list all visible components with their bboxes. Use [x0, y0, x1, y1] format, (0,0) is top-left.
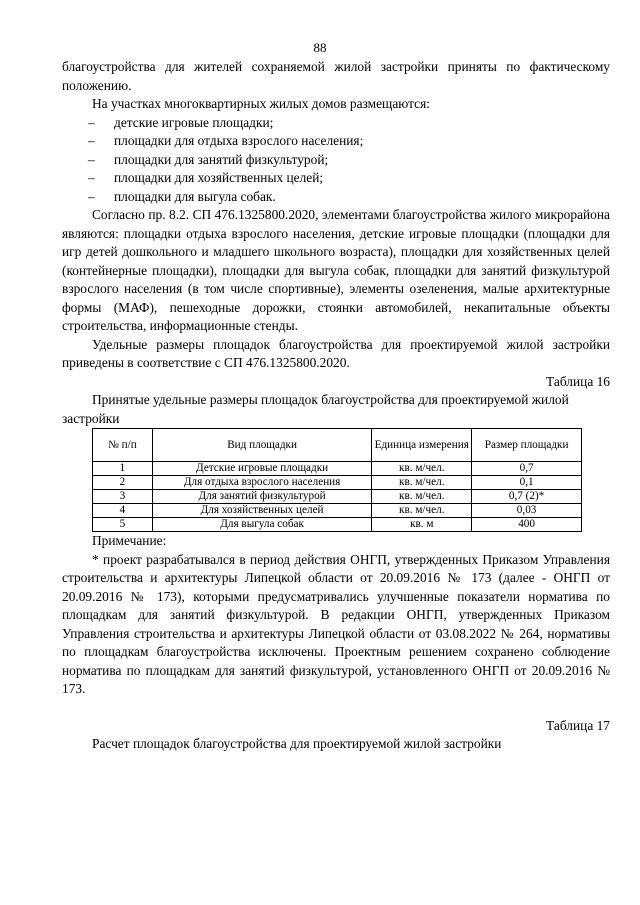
paragraph-intro: благоустройства для жителей сохраняемой жилой застройки приняты по фактическому положению. — [62, 59, 610, 93]
table-cell: 2 — [93, 476, 153, 490]
list-item: – площадки для занятий физкультурой; — [62, 151, 610, 170]
table-cell: 0,03 — [472, 504, 582, 518]
table-cell: 0,7 (2)* — [472, 490, 582, 504]
table-row — [93, 476, 582, 490]
table16-label: Таблица 16 — [546, 373, 610, 389]
dash-bullet: – — [88, 151, 95, 167]
dash-bullet: – — [88, 133, 95, 148]
list-item: – площадки для отдыха взрослого населения; — [62, 132, 610, 151]
table-row — [93, 518, 582, 532]
list-item: – детские игровые площадки; — [62, 114, 610, 133]
list-item: – площадки для хозяйственных целей; — [62, 169, 610, 188]
table-cell: Для хозяйственных целей — [152, 504, 372, 518]
table-cell: кв. м/чел. — [372, 462, 472, 476]
table-row — [93, 462, 582, 476]
table-cell: 5 — [93, 518, 153, 532]
header-cell: № п/п — [93, 429, 153, 462]
page-content — [62, 58, 610, 754]
page-number: 88 — [313, 40, 327, 55]
dash-bullet: – — [88, 114, 95, 130]
note-title: Примечание: — [92, 533, 167, 548]
table-cell: Для отдыха взрослого населения — [152, 476, 372, 490]
table-cell: кв. м/чел. — [372, 490, 472, 504]
header-cell: Размер площадки — [472, 429, 582, 462]
table-cell: 4 — [93, 504, 153, 518]
header-cell: Вид площадки — [152, 429, 372, 462]
note-text: * проект разрабатывался в период действия ОНГП, утвержденных Приказом Управления строительства и архитектуры Липецкой области от 20.09.2016 № 173 (далее - ОНГП от 20.09.2016 № 173), которыми предусматривались улучшенные показатели норматива по площадкам для занятий физкультурой. В редакции ОНГП, утвержденных Приказом Управления строительства и архитектуры Липецкой области от 03.08.2022 № 264, нормативы по площадкам благоустройства исключены. Проектным решением сохранено соблюдение норматива по площадкам для занятий физкультурой, установленного ОНГП от 20.09.2016 № 173. — [62, 551, 610, 696]
table-cell: Детские игровые площадки — [152, 462, 372, 476]
table17-caption: Расчет площадок благоустройства для проектируемой жилой застройки — [92, 736, 502, 751]
paragraph-sp: Согласно пр. 8.2. СП 476.1325800.2020, элементами благоустройства жилого микрорайона являются: площадки отдыха взрослого населения, детские игровые площадки (площадки для игр детей дошкольного и младшего школьного возраста), площадки для хозяйственных целей (контейнерные площадки), площадки для выгула собак, площадки для занятий физкультурой взрослого населения (в том числе спортивные), элементы озеленения, малые архитектурные формы (МАФ), пешеходные дорожки, стоянки автомобилей, некапитальные объекты строительства, информационные стенды. — [62, 207, 610, 333]
table-cell: кв. м — [372, 518, 472, 532]
table-cell: 0,1 — [472, 476, 582, 490]
table-row — [93, 504, 582, 518]
table-cell: кв. м/чел. — [372, 476, 472, 490]
amenities-list — [62, 114, 610, 207]
table-row — [93, 490, 582, 504]
paragraph-list-lead: На участках многоквартирных жилых домов размещаются: — [92, 96, 430, 111]
paragraph-sizes: Удельные размеры площадок благоустройства для проектируемой жилой застройки приведены в соответствие с СП 476.1325800.2020. — [62, 336, 610, 370]
table-cell: 0,7 — [472, 462, 582, 476]
table-cell: Для выгула собак — [152, 518, 372, 532]
table17-label: Таблица 17 — [546, 717, 610, 733]
table-cell: 1 — [93, 462, 153, 476]
table-cell: Для занятий физкультурой — [152, 490, 372, 504]
dash-bullet: – — [88, 188, 95, 204]
table-cell: кв. м/чел. — [372, 504, 472, 518]
table-cell: 3 — [93, 490, 153, 504]
header-cell: Единица измерения — [372, 429, 472, 462]
list-item: – площадки для выгула собак. — [62, 188, 610, 207]
dash-bullet: – — [88, 170, 95, 185]
table16-caption: Принятые удельные размеры площадок благоустройства для проектируемой жилой застройки — [62, 392, 569, 426]
table-header-row — [93, 429, 582, 462]
table-cell: 400 — [472, 518, 582, 532]
table16 — [92, 428, 582, 532]
